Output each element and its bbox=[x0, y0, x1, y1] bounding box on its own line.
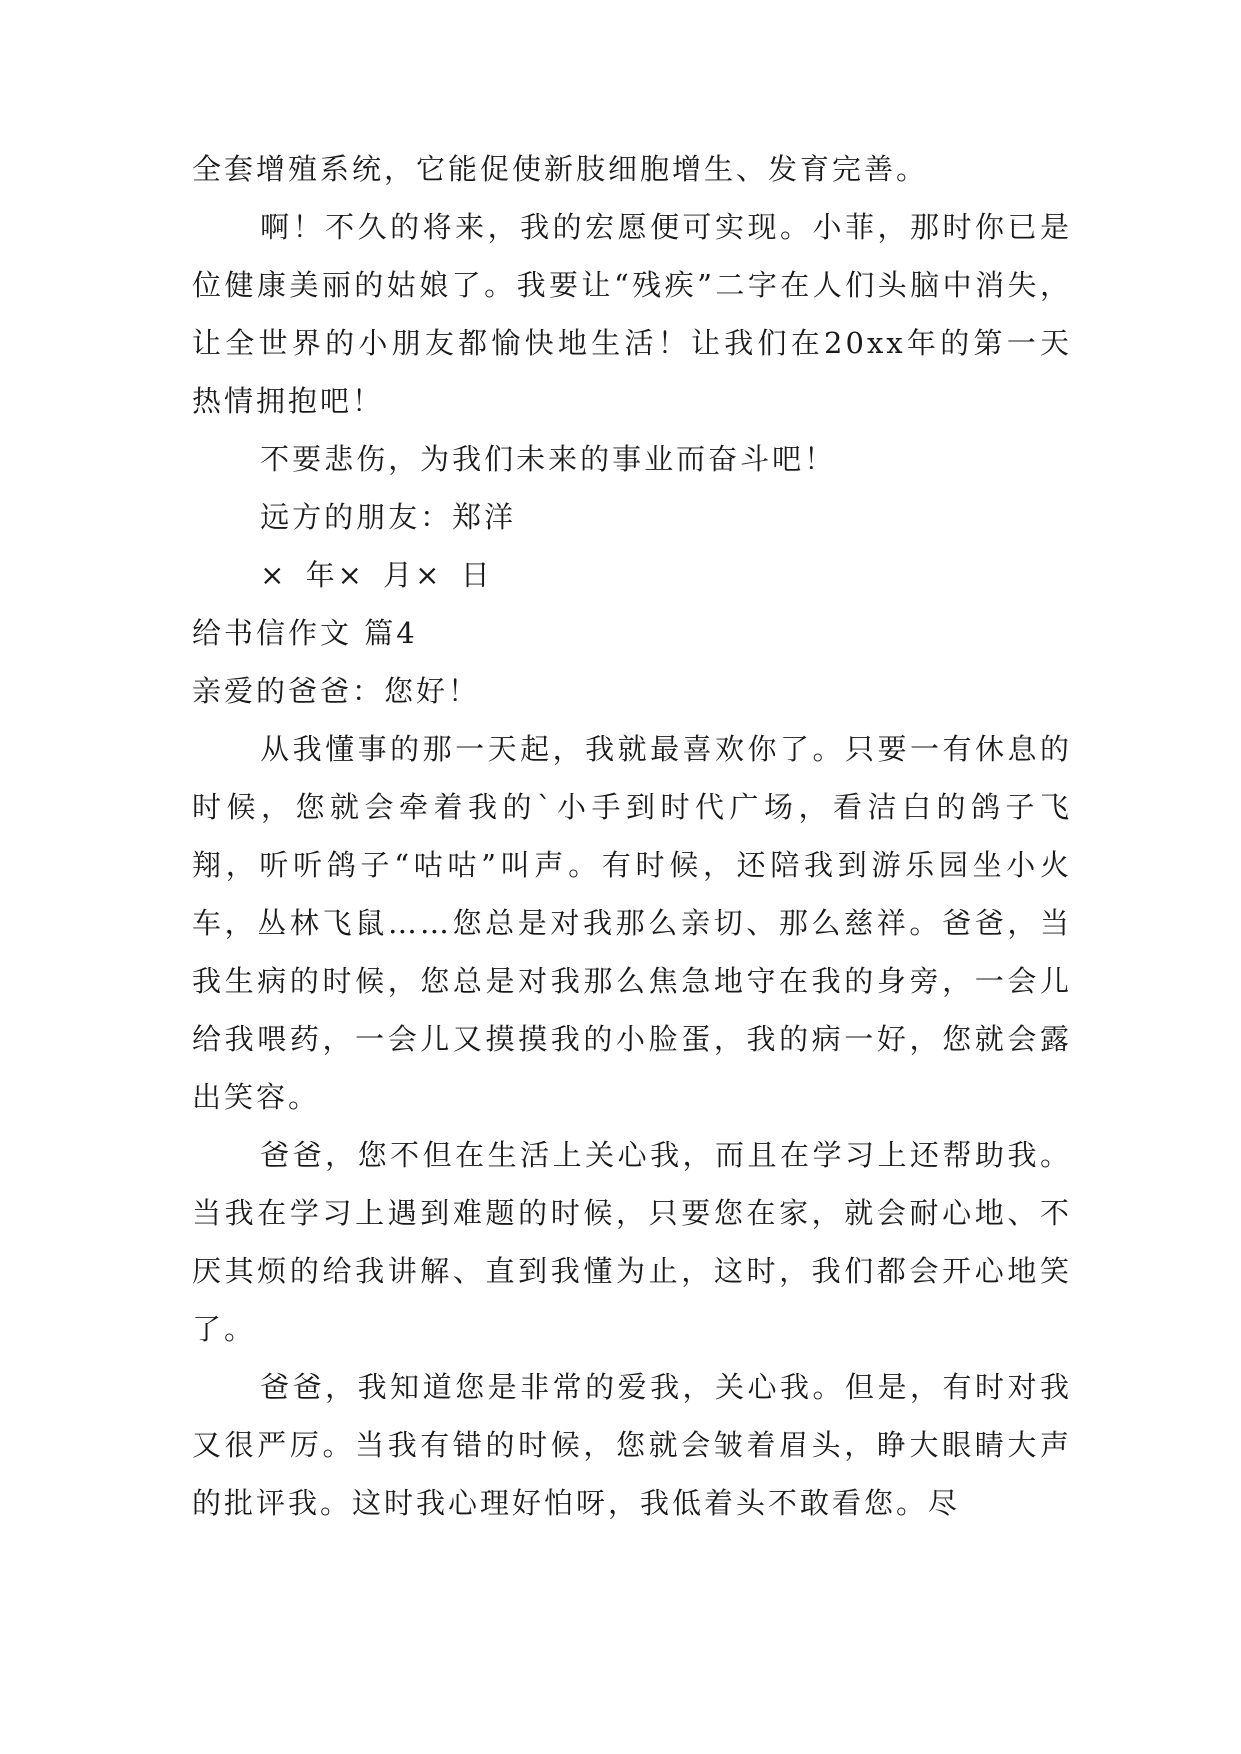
document-body bbox=[192, 140, 1072, 1532]
paragraph-encouragement: 不要悲伤，为我们未来的事业而奋斗吧！ bbox=[260, 442, 837, 476]
letter-date: × 年× 月× 日 bbox=[260, 558, 493, 592]
section-heading: 给书信作文 篇4 bbox=[192, 616, 418, 650]
paragraph-continuation: 全套增殖系统，它能促使新肢细胞增生、发育完善。 bbox=[192, 152, 929, 186]
letter-signature: 远方的朋友：郑洋 bbox=[260, 500, 517, 534]
paragraph-future-wish: 啊！不久的将来，我的宏愿便可实现。小菲，那时你已是位健康美丽的姑娘了。我要让“残疾”二字在人们头脑中消失，让全世界的小朋友都愉快地生活！让我们在20xx年的第一天热情拥抱吧！ bbox=[192, 210, 1072, 418]
paragraph-childhood: 从我懂事的那一天起，我就最喜欢你了。只要一有休息的时候，您就会牵着我的`小手到时代广场，看洁白的鸽子飞翔，听听鸽子“咕咕”叫声。有时候，还陪我到游乐园坐小火车，丛林飞鼠……您总是对我那么亲切、那么慈祥。爸爸，当我生病的时候，您总是对我那么焦急地守在我的身旁，一会儿给我喂药，一会儿又摸摸我的小脸蛋，我的病一好，您就会露出笑容。 bbox=[192, 732, 1072, 1114]
paragraph-strictness: 爸爸，我知道您是非常的爱我，关心我。但是，有时对我又很严厉。当我有错的时候，您就会皱着眉头，睁大眼睛大声的批评我。这时我心理好怕呀，我低着头不敢看您。尽 bbox=[192, 1370, 1072, 1520]
letter-salutation: 亲爱的爸爸：您好！ bbox=[192, 674, 481, 708]
paragraph-study-help: 爸爸，您不但在生活上关心我，而且在学习上还帮助我。当我在学习上遇到难题的时候，只要您在家，就会耐心地、不厌其烦的给我讲解、直到我懂为止，这时，我们都会开心地笑了。 bbox=[192, 1138, 1072, 1346]
